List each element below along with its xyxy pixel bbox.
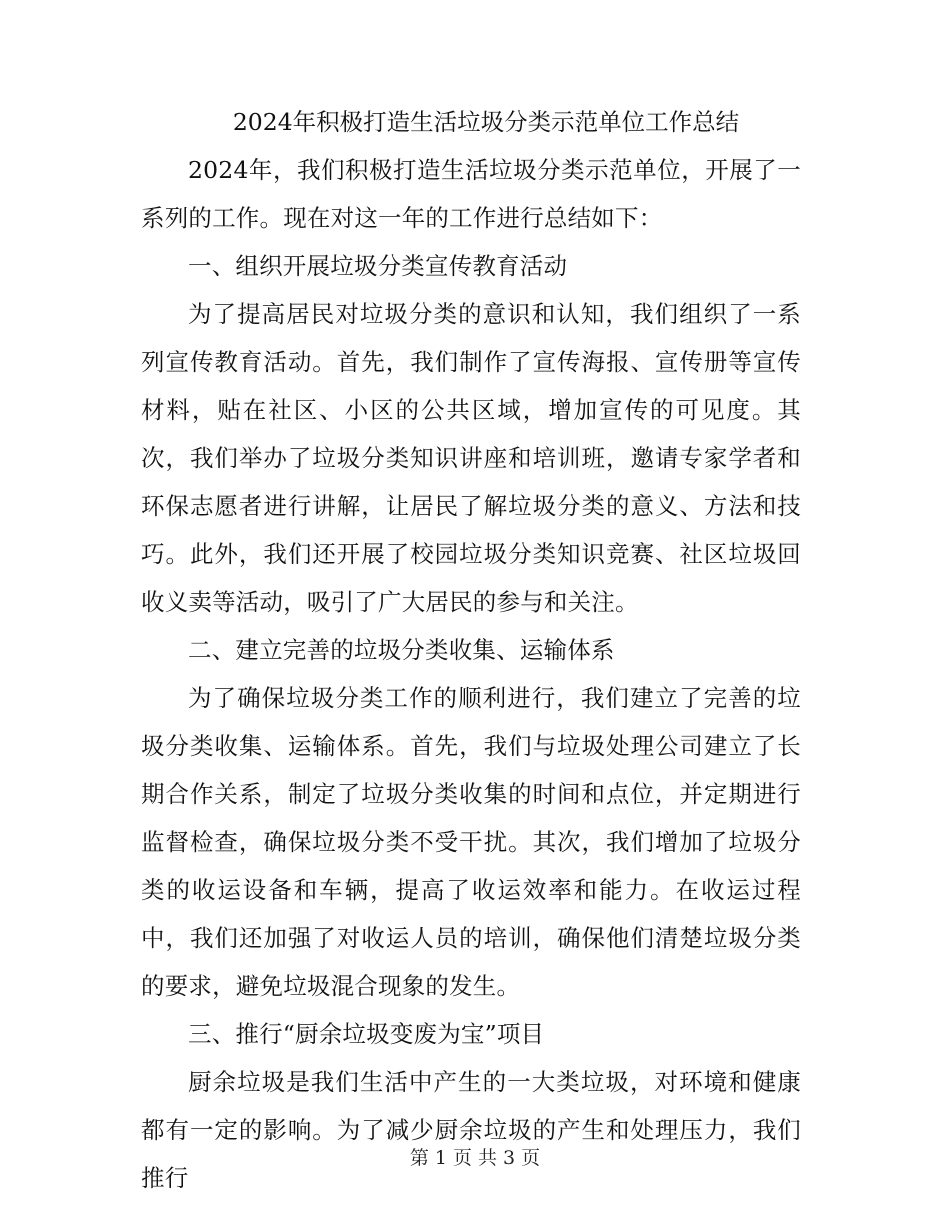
intro-paragraph: 2024年，我们积极打造生活垃圾分类示范单位，开展了一系列的工作。现在对这一年的工作进行总结如下： <box>141 156 801 232</box>
page-number-footer: 第 1 页 共 3 页 <box>409 1147 541 1169</box>
section-paragraph-2: 为了确保垃圾分类工作的顺利进行，我们建立了完善的垃圾分类收集、运输体系。首先，我们与垃圾处理公司建立了长期合作关系，制定了垃圾分类收集的时间和点位，并定期进行监督检查，确保垃圾分类不受干扰。其次，我们增加了垃圾分类的收运设备和车辆，提高了收运效率和能力。在收运过程中，我们还加强了对收运人员的培训，确保他们清楚垃圾分类的要求，避免垃圾混合现象的发生。 <box>141 684 801 1000</box>
section-heading-1: 一、组织开展垃圾分类宣传教育活动 <box>188 252 568 280</box>
document-body <box>141 98 801 1202</box>
section-heading-3: 三、推行“厨余垃圾变废为宝”项目 <box>188 1020 545 1048</box>
section-heading-2: 二、建立完善的垃圾分类收集、运输体系 <box>188 636 615 664</box>
document-title: 2024年积极打造生活垃圾分类示范单位工作总结 <box>232 108 740 136</box>
section-paragraph-3: 厨余垃圾是我们生活中产生的一大类垃圾，对环境和健康都有一定的影响。为了减少厨余垃圾的产生和处理压力，我们推行 <box>141 1068 801 1192</box>
section-paragraph-1: 为了提高居民对垃圾分类的意识和认知，我们组织了一系列宣传教育活动。首先，我们制作了宣传海报、宣传册等宣传材料，贴在社区、小区的公共区域，增加宣传的可见度。其次，我们举办了垃圾分类知识讲座和培训班，邀请专家学者和环保志愿者进行讲解，让居民了解垃圾分类的意义、方法和技巧。此外，我们还开展了校园垃圾分类知识竞赛、社区垃圾回收义卖等活动，吸引了广大居民的参与和关注。 <box>141 300 801 616</box>
